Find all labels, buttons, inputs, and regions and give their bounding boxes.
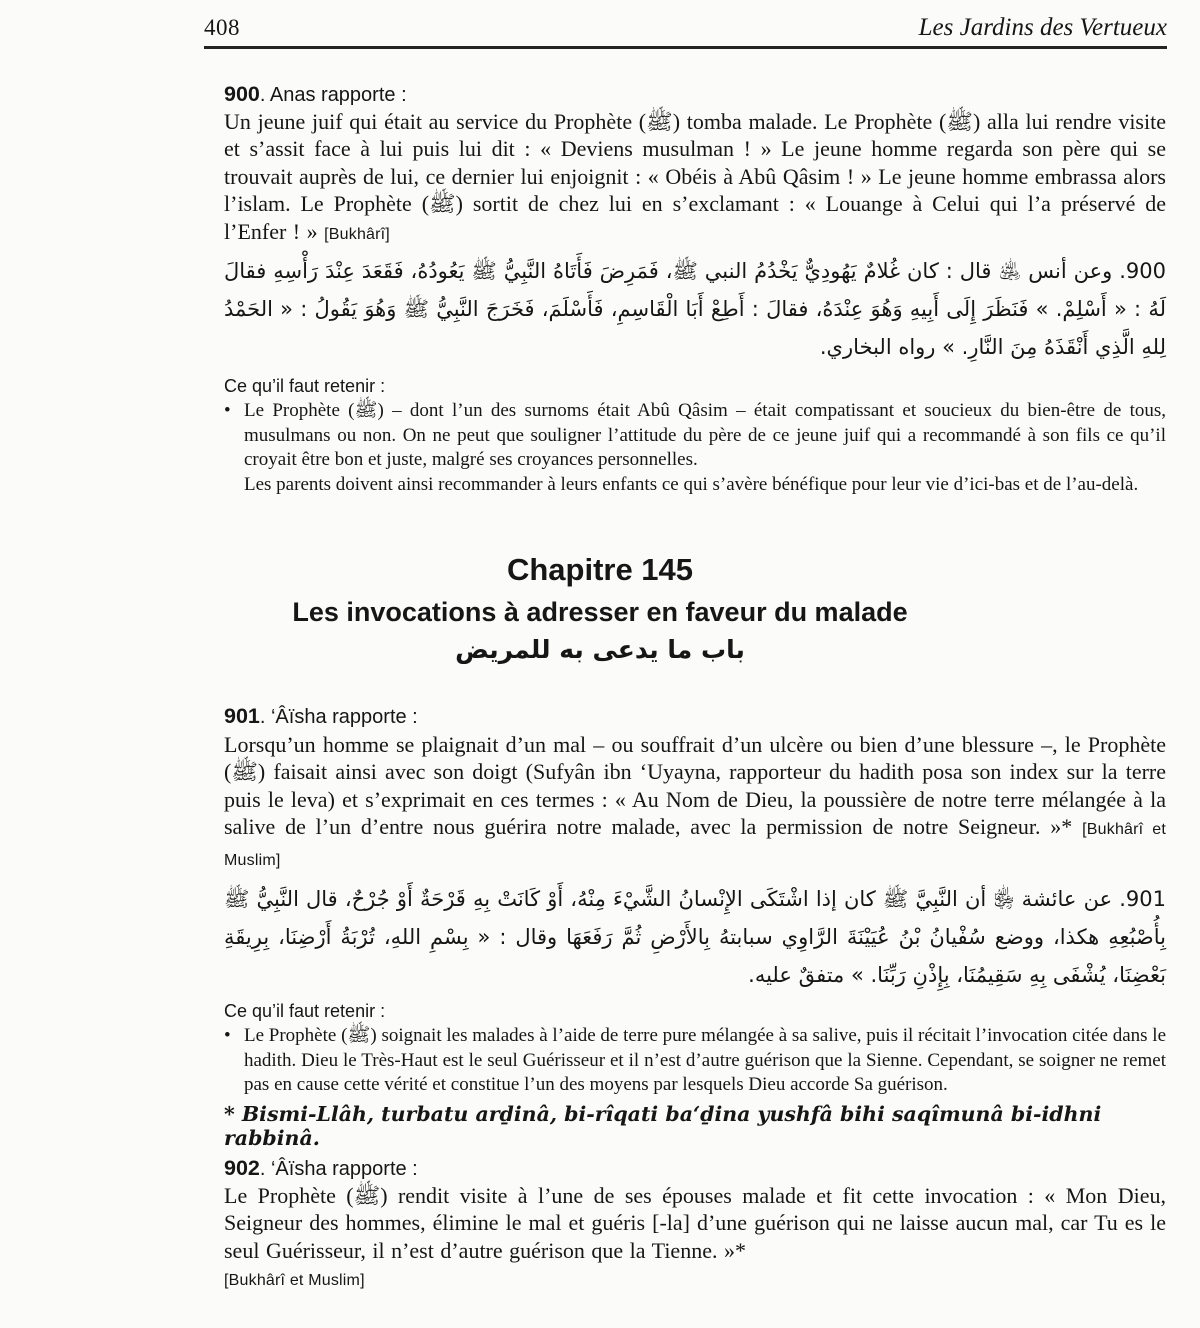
hadith-900-text <box>224 108 1166 248</box>
hadith-901-heading <box>224 704 1166 729</box>
page-number: 408 <box>204 15 240 40</box>
chapter-number-title: Chapitre 145 <box>506 552 694 587</box>
retenir-901-list <box>224 1024 1166 1098</box>
transliteration-footnote: * Bismi-Llâh, turbatu arḏinâ, bi-rîqati ba‘ḏina yushfâ bihi saqîmunâ bi-idhni rabbinâ. <box>224 1102 1102 1150</box>
retenir-901-label: Ce qu’il faut retenir : <box>224 1001 386 1021</box>
running-header <box>204 14 1167 42</box>
hadith-902-number: 902 <box>224 1156 260 1180</box>
chapter-subtitle: Les invocations à adresser en faveur du malade <box>292 597 908 627</box>
hadith-901-narrator: . ‘Âïsha rapporte : <box>259 706 418 728</box>
chapter-heading <box>0 552 1200 664</box>
hadith-900-number: 900 <box>224 82 260 106</box>
hadith-901-arabic: 901. عن عائشة ﵂ أن النَّبِيَّ ﷺ كان إذا اشْتَكَى الإِنْسانُ الشَّيْءَ مِنْهُ، أَوْ كَانَتْ بِهِ قَرْحَةٌ أَوْ جُرْحٌ، قال النَّبِيُّ ﷺ بِأُصْبُعِهِ هكذا، ووضع سُفْيانُ بْنُ عُيَيْنَةَ الرَّاوِي سبابتهُ بِالأَرْضِ ثُمَّ رَفَعَهَا وقال : « بِسْمِ اللهِ، تُرْبَةُ أَرْضِنَا، بِرِيقَةِ بَعْضِنَا، يُشْفَى بِهِ سَقِيمُنَا، بِإِذْنِ رَبِّنَا. » متفقٌ عليه. <box>224 887 1166 987</box>
hadith-902-heading <box>224 1156 1166 1181</box>
header-rule <box>204 46 1167 49</box>
hadith-901-translation: Lorsqu’un homme se plaignait d’un mal – ou souffrait d’un ulcère ou bien d’une blessure –, le Prophète (ﷺ) faisait ainsi avec son doigt (Sufyân ibn ‘Uyayna, rapporteur du hadith posa son index sur la terre puis le leva) et s’exprimait en ces termes : « Au Nom de Dieu, la poussière de notre terre mélangée à la salive de l’un d’entre nous guérira notre malade, avec la permission de notre Seigneur. »* <box>224 732 1166 840</box>
hadith-901-text <box>224 731 1166 874</box>
retenir-901-bullet: Le Prophète (ﷺ) soignait les malades à l’aide de terre pure mélangée à sa salive, puis il récitait l’invocation citée dans le hadith. Dieu le Très-Haut est le seul Guérisseur et il n’est d’autre guérison que la Sienne. Cependant, se soigner ne remet pas en cause cette vérité et constitue l’un des moyens par lesquels Dieu accorde Sa guérison. <box>244 1025 1167 1096</box>
bullet-dot: • <box>224 400 231 421</box>
hadith-901-number: 901 <box>224 704 260 728</box>
hadith-902-narrator: . ‘Âïsha rapporte : <box>259 1158 418 1180</box>
chapter-arabic-title: باب ما يدعى به للمريض <box>455 635 745 664</box>
retenir-901-body <box>244 1024 1166 1098</box>
hadith-900-arabic: 900. وعن أنس ﵁ قال : كان غُلامٌ يَهُودِيٌّ يَخْدُمُ النبي ﷺ، فَمَرِضَ فَأَتَاهُ النَّبِيُّ ﷺ يَعُودُهُ، فَقَعَدَ عِنْدَ رَأْسِهِ فقالَ لَهُ : « أَسْلِمْ. » فَنَظَرَ إِلَى أَبِيهِ وَهُوَ عِنْدَهُ، فقالَ : أَطِعْ أَبَا الْقَاسِمِ، فَأَسْلَمَ، فَخَرَجَ النَّبِيُّ ﷺ وَهُوَ يَقُولُ : « الحَمْدُ لِلهِ الَّذِي أَنْقَذَهُ مِنَ النَّارِ. » رواه البخاري. <box>224 259 1166 359</box>
retenir-900-body <box>244 399 1166 497</box>
retenir-900-continuation: Les parents doivent ainsi recommander à leurs enfants ce qui s’avère bénéfique pour leur vie d’ici-bas et de l’au-delà. <box>244 473 1139 495</box>
hadith-900-translation: Un jeune juif qui était au service du Prophète (ﷺ) tomba malade. Le Prophète (ﷺ) alla lui rendre visite et s’assit face à lui puis lui dit : « Deviens musulman ! » Le jeune homme regarda son père qui se trouvait auprès de lui, ce dernier lui enjoignit : « Obéis à Abû Qâsim ! » Le jeune homme embrassa alors l’islam. Le Prophète (ﷺ) sortit de chez lui en s’exclamant : « Louange à Celui qui l’a préservé de l’Enfer ! » <box>224 109 1166 244</box>
hadith-902-source: [Bukhârî et Muslim] <box>224 1272 365 1289</box>
bullet-dot: • <box>224 1025 231 1046</box>
hadith-901-source: [Bukhârî et Muslim] <box>224 821 1167 869</box>
hadith-900-heading <box>224 82 1166 107</box>
hadith-900-source: [Bukhârî] <box>324 225 390 243</box>
retenir-900-bullet: Le Prophète (ﷺ) – dont l’un des surnoms était Abû Qâsim – était compatissant et soucieux du bien-être de tous, musulmans ou non. On ne peut que souligner l’attitude du père de ce jeune juif qui a recommandé à son fils ce qu’il croyait être bon et juste, malgré ses croyances personnelles. <box>244 400 1166 471</box>
hadith-902-text: Le Prophète (ﷺ) rendit visite à l’une de ses épouses malade et fit cette invocation : « Mon Dieu, Seigneur des hommes, élimine le mal et guéris [-la] d’une guérison qui ne laisse aucun mal, car Tu es le seul Guérisseur, il n’est d’autre guérison que la Tienne. »* <box>224 1183 1166 1263</box>
retenir-900-label: Ce qu’il faut retenir : <box>224 376 386 396</box>
hadith-900-narrator: . Anas rapporte : <box>259 84 407 106</box>
book-title: Les Jardins des Vertueux <box>918 14 1167 41</box>
retenir-900-list <box>224 399 1166 497</box>
